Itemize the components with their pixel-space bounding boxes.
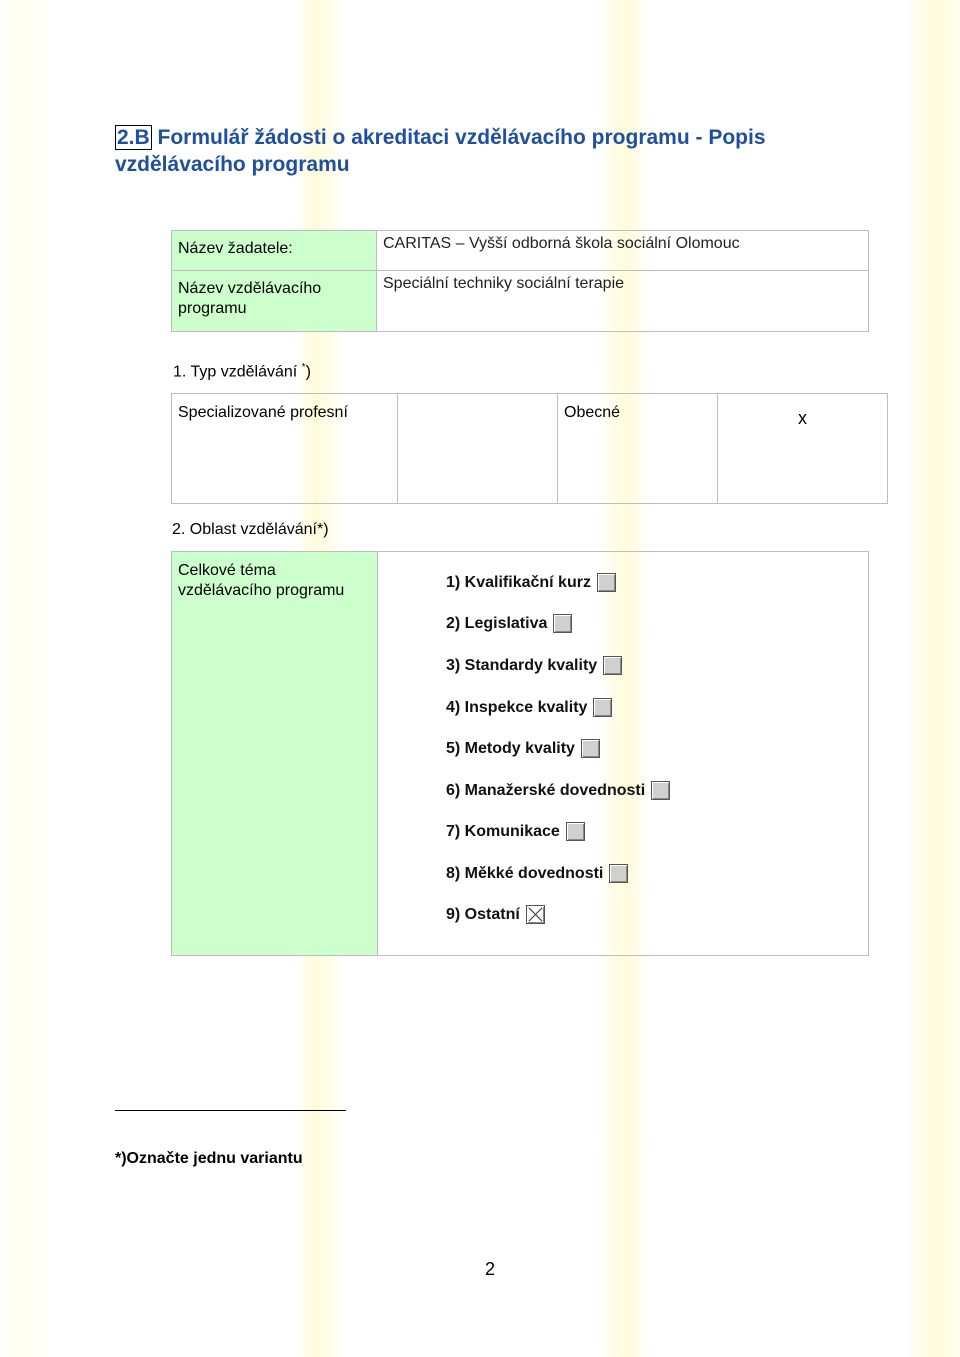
checkbox-icon[interactable] [553,614,572,633]
footnote: *)Označte jednu variantu [115,1150,303,1167]
education-area-table [171,551,869,956]
list-item: 7) Komunikace [446,822,585,841]
checkbox-icon[interactable] [603,656,622,675]
checkbox-icon[interactable] [593,698,612,717]
list-item: 9) Ostatní [446,905,545,924]
checkbox-icon[interactable] [651,781,670,800]
topic-list [378,552,869,956]
program-value: Speciální techniky sociální terapie [377,271,869,332]
education-type-table [171,393,888,504]
title-prefix: 2.B [117,126,150,149]
program-row [172,271,869,332]
applicant-row [172,231,869,271]
section2-heading: 2. Oblast vzdělávání*) [172,521,329,538]
applicant-value: CARITAS – Vyšší odborná škola sociální Olomouc [377,231,869,271]
checkbox-icon[interactable] [609,864,628,883]
checkbox-icon[interactable] [581,739,600,758]
title-text: Formulář žádosti o akreditaci vzdělávacího programu - Popis vzdělávacího programu [115,126,766,176]
page-title [115,124,835,178]
list-item: 1) Kvalifikační kurz [446,573,616,592]
option-specialized-mark[interactable] [398,394,558,504]
checkbox-icon[interactable] [597,573,616,592]
list-item: 3) Standardy kvality [446,656,622,675]
footnote-divider [115,1110,346,1111]
checkbox-icon[interactable] [566,822,585,841]
option-general-mark[interactable]: x [718,394,888,504]
option-specialized-label: Specializované profesní [172,394,398,504]
list-item: 6) Manažerské dovednosti [446,781,670,800]
list-item: 4) Inspekce kvality [446,698,612,717]
page-number: 2 [485,1259,496,1279]
applicant-label: Název žadatele: [172,231,377,271]
topic-label: Celkové téma vzdělávacího programu [172,552,378,956]
program-label: Název vzdělávacího programu [172,271,377,332]
section1-heading: 1. Typ vzdělávání *) [173,362,311,381]
list-item: 2) Legislativa [446,614,572,633]
list-item: 5) Metody kvality [446,739,600,758]
checkbox-icon[interactable] [526,905,545,924]
option-general-label: Obecné [558,394,718,504]
applicant-table [171,230,869,332]
list-item: 8) Měkké dovednosti [446,864,628,883]
